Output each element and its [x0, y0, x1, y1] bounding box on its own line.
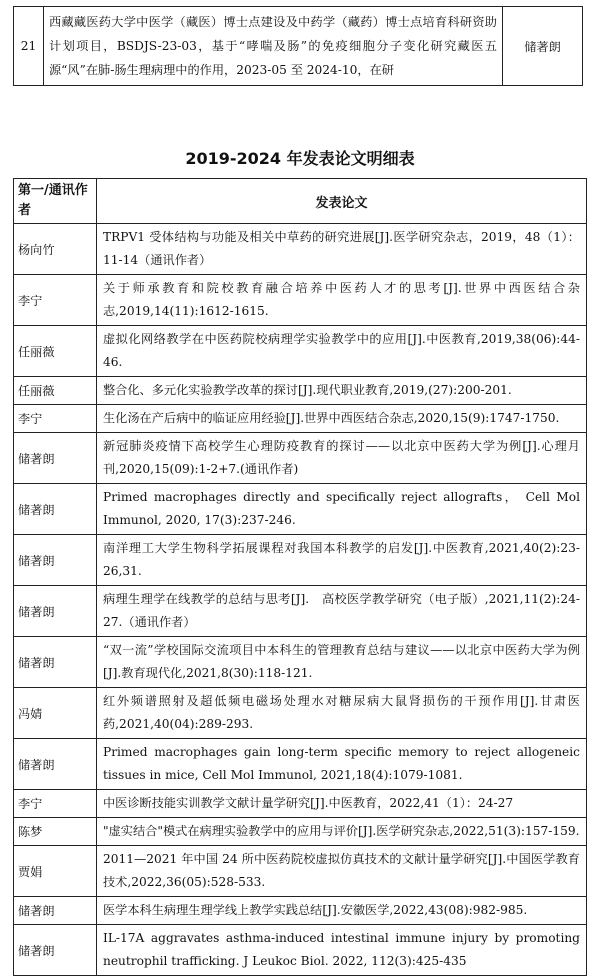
paper-cell: IL-17A aggravates asthma-induced intestinal immune injury by promoting neutrophil trafficking. J Leukoc Biol. 2022, 112(3):425-435 [97, 925, 587, 976]
author-cell: 贾娟 [14, 846, 97, 897]
author-cell: 李宁 [14, 405, 97, 433]
table-row [14, 846, 587, 897]
paper-table-header [14, 179, 587, 224]
author-cell: 储著朗 [14, 925, 97, 976]
paper-cell: Primed macrophages gain long-term specific memory to reject allogeneic tissues in mice, Cell Mol Immunol, 2021,18(4):1079-1081. [97, 739, 587, 790]
paper-table [13, 178, 587, 976]
author-cell: 储著朗 [14, 897, 97, 925]
paper-cell: 病理生理学在线教学的总结与思考[J]. 高校医学教学研究（电子版）,2021,11(2):24-27.（通讯作者） [97, 586, 587, 637]
author-cell: 冯婧 [14, 688, 97, 739]
paper-cell: 红外频谱照射及超低频电磁场处理水对糖尿病大鼠肾损伤的干预作用[J].甘肃医药,2021,40(04):289-293. [97, 688, 587, 739]
page-title: 2019-2024 年发表论文明细表 [185, 149, 415, 168]
author-cell: 储著朗 [14, 637, 97, 688]
author-cell: 任丽薇 [14, 326, 97, 377]
author-cell: 杨向竹 [14, 224, 97, 275]
table-row [14, 739, 587, 790]
paper-cell: 关于师承教育和院校教育融合培养中医药人才的思考[J].世界中西医结合杂志,2019,14(11):1612-1615. [97, 275, 587, 326]
author-cell: 储著朗 [14, 586, 97, 637]
author-cell: 李宁 [14, 275, 97, 326]
project-table [13, 6, 583, 86]
author-cell: 储著朗 [14, 739, 97, 790]
table-row [14, 275, 587, 326]
column-header-author: 第一/通讯作者 [14, 179, 97, 224]
paper-cell: TRPV1 受体结构与功能及相关中草药的研究进展[J].医学研究杂志，2019，48（1）：11-14（通讯作者） [97, 224, 587, 275]
paper-table-body [14, 224, 587, 976]
paper-cell: 整合化、多元化实验教学改革的探讨[J].现代职业教育,2019,(27):200-201. [97, 377, 587, 405]
table-row [14, 925, 587, 976]
paper-cell: 2011—2021 年中国 24 所中医药院校虚拟仿真技术的文献计量学研究[J].中国医学教育技术,2022,36(05):528-533. [97, 846, 587, 897]
table-row [14, 326, 587, 377]
project-table-body [14, 7, 583, 86]
table-row [14, 586, 587, 637]
table-row [14, 637, 587, 688]
table-row [14, 433, 587, 484]
paper-cell: 新冠肺炎疫情下高校学生心理防疫教育的探讨——以北京中医药大学为例[J].心理月刊,2020,15(09):1-2+7.(通讯作者) [97, 433, 587, 484]
table-row [14, 897, 587, 925]
table-row [14, 790, 587, 818]
author-cell: 储著朗 [14, 484, 97, 535]
table-row [14, 7, 583, 86]
author-cell: 储著朗 [14, 433, 97, 484]
project-person: 储著朗 [503, 7, 583, 86]
author-cell: 任丽薇 [14, 377, 97, 405]
table-row [14, 818, 587, 846]
paper-cell: 南洋理工大学生物科学拓展课程对我国本科教学的启发[J].中医教育,2021,40(2):23-26,31. [97, 535, 587, 586]
table-row [14, 484, 587, 535]
paper-cell: 生化汤在产后病中的临证应用经验[J].世界中西医结合杂志,2020,15(9):1747-1750. [97, 405, 587, 433]
table-row [14, 535, 587, 586]
paper-cell: “双一流”学校国际交流项目中本科生的管理教育总结与建议——以北京中医药大学为例[J].教育现代化,2021,8(30):118-121. [97, 637, 587, 688]
paper-cell: Primed macrophages directly and specifically reject allografts， Cell Mol Immunol, 2020, 17(3):237-246. [97, 484, 587, 535]
paper-cell: "虚实结合"模式在病理实验教学中的应用与评价[J].医学研究杂志,2022,51(3):157-159. [97, 818, 587, 846]
project-description: 西藏藏医药大学中医学（藏医）博士点建设及中药学（藏药）博士点培育科研资助计划项目，BSDJS-23-03，基于“哮喘及肠”的免疫细胞分子变化研究藏医五源“风”在肺-肠生理病理中的作用，2023-05 至 2024-10，在研 [44, 7, 503, 86]
paper-cell: 医学本科生病理生理学线上教学实践总结[J].安徽医学,2022,43(08):982-985. [97, 897, 587, 925]
paper-cell: 虚拟化网络教学在中医药院校病理学实验教学中的应用[J].中医教育,2019,38(06):44-46. [97, 326, 587, 377]
paper-cell: 中医诊断技能实训教学文献计量学研究[J].中医教育，2022,41（1）：24-27 [97, 790, 587, 818]
author-cell: 李宁 [14, 790, 97, 818]
table-row [14, 405, 587, 433]
header-row [14, 179, 587, 224]
author-cell: 陈梦 [14, 818, 97, 846]
table-row [14, 377, 587, 405]
row-number: 21 [14, 7, 44, 86]
author-cell: 储著朗 [14, 535, 97, 586]
column-header-paper: 发表论文 [97, 179, 587, 224]
table-row [14, 224, 587, 275]
table-row [14, 688, 587, 739]
